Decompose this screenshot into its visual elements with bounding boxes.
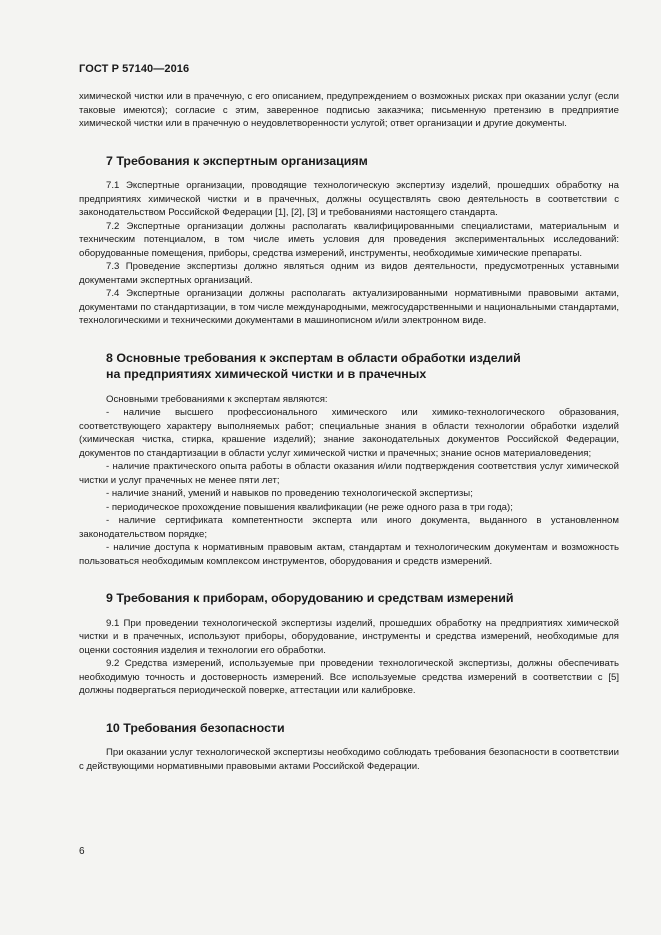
- section-9-title: 9 Требования к приборам, оборудованию и средствам измерений: [106, 591, 514, 605]
- section-8-requirement-2: - наличие практического опыта работы в области оказания и/или подтверждения соответствия услуг химической чистки и услуг прачечных не менее пяти лет;: [79, 461, 619, 486]
- section-7-title: 7 Требования к экспертным организациям: [106, 153, 368, 168]
- section-10-title: 10 Требования безопасности: [106, 720, 285, 735]
- document-body: [79, 90, 619, 773]
- section-8-requirement-3: - наличие знаний, умений и навыков по проведению технологической экспертизы;: [106, 488, 473, 499]
- intro-paragraph: химической чистки или в прачечную, с его описанием, предупреждением о возможных рисках при оказании услуг (если таковые имеются); согласие с этим, заверенное подписью заказчика; письменную претензию в предприятие химической чистки или в прачечную о неудовлетворенности услугой; ответ организации и другие документы.: [79, 91, 619, 129]
- section-9-1-paragraph: 9.1 При проведении технологической экспертизы изделий, прошедших обработку на предприятиях химической чистки и в прачечных, используют приборы, оборудование, инструменты и средства измерений, необходимые для оценки состояния изделия и технологии его обработки.: [79, 617, 619, 656]
- standard-code: ГОСТ Р 57140—2016: [79, 63, 190, 75]
- section-8-requirement-6: - наличие доступа к нормативным правовым актам, стандартам и технологическим документам и возможность пользоваться необходимым комплексом инструментов, оборудования и средств измерений.: [79, 542, 619, 567]
- section-8-requirement-1: - наличие высшего профессионального химического или химико-технологического образования, соответствующего характеру выполняемых работ; специальные знания в области технологии обработки изделий (химическая чистка, стирка, крашение изделий); знание законодательных документов Российской Федерации, документов по стандартизации в области услуг химической чистки и прачечных; знание основ материаловедения;: [79, 407, 619, 459]
- section-7-2-paragraph: 7.2 Экспертные организации должны располагать квалифицированными специалистами, материальным и техническим потенциалом, в том числе иметь условия для проведения экспериментальных исследований: оборудованные помещения, приборы, средства измерений, инструменты, необходимые химические препараты.: [79, 220, 619, 259]
- page-number: 6: [79, 846, 85, 857]
- section-10-paragraph: При оказании услуг технологической экспертизы необходимо соблюдать требования безопасности в соответствии с действующими нормативными правовыми актами Российской Федерации.: [79, 747, 619, 772]
- section-8-intro: Основными требованиями к экспертам являются:: [106, 393, 328, 405]
- section-7-1-paragraph: 7.1 Экспертные организации, проводящие технологическую экспертизу изделий, прошедших обработку на предприятиях химической чистки и в прачечных, должны осуществлять свою деятельность в соответствии с законодательством Российской Федерации [1], [2], [3] и требованиями настоящего стандарта.: [79, 180, 619, 218]
- section-9-2-paragraph: 9.2 Средства измерений, используемые при проведении технологической экспертизы, должны обеспечивать необходимую точность и достоверность измерений. Все используемые средства измерений в соответствии с [5] должны подвергаться периодической поверке, аттестации или калибровке.: [79, 658, 619, 696]
- section-8-title-line-1: 8 Основные требования к экспертам в области обработки изделий: [106, 350, 521, 365]
- section-8-requirement-5: - наличие сертификата компетентности эксперта или иного документа, выданного в установленном законодательством порядке;: [79, 515, 619, 540]
- section-8-requirement-4: - периодическое прохождение повышения квалификации (не реже одного раза в три года);: [106, 501, 513, 513]
- section-7-4-paragraph: 7.4 Экспертные организации должны располагать актуализированными нормативными правовыми актами, документами по стандартизации, в том числе международными, межгосударственными и национальными стандартами, технологическими и техническими документами в машинописном и/или электронном виде.: [79, 288, 619, 326]
- section-8-title-line-2: на предприятиях химической чистки и в прачечных: [106, 367, 427, 381]
- section-7-3-paragraph: 7.3 Проведение экспертизы должно являться одним из видов деятельности, предусмотренных уставными документами экспертных организаций.: [79, 261, 619, 286]
